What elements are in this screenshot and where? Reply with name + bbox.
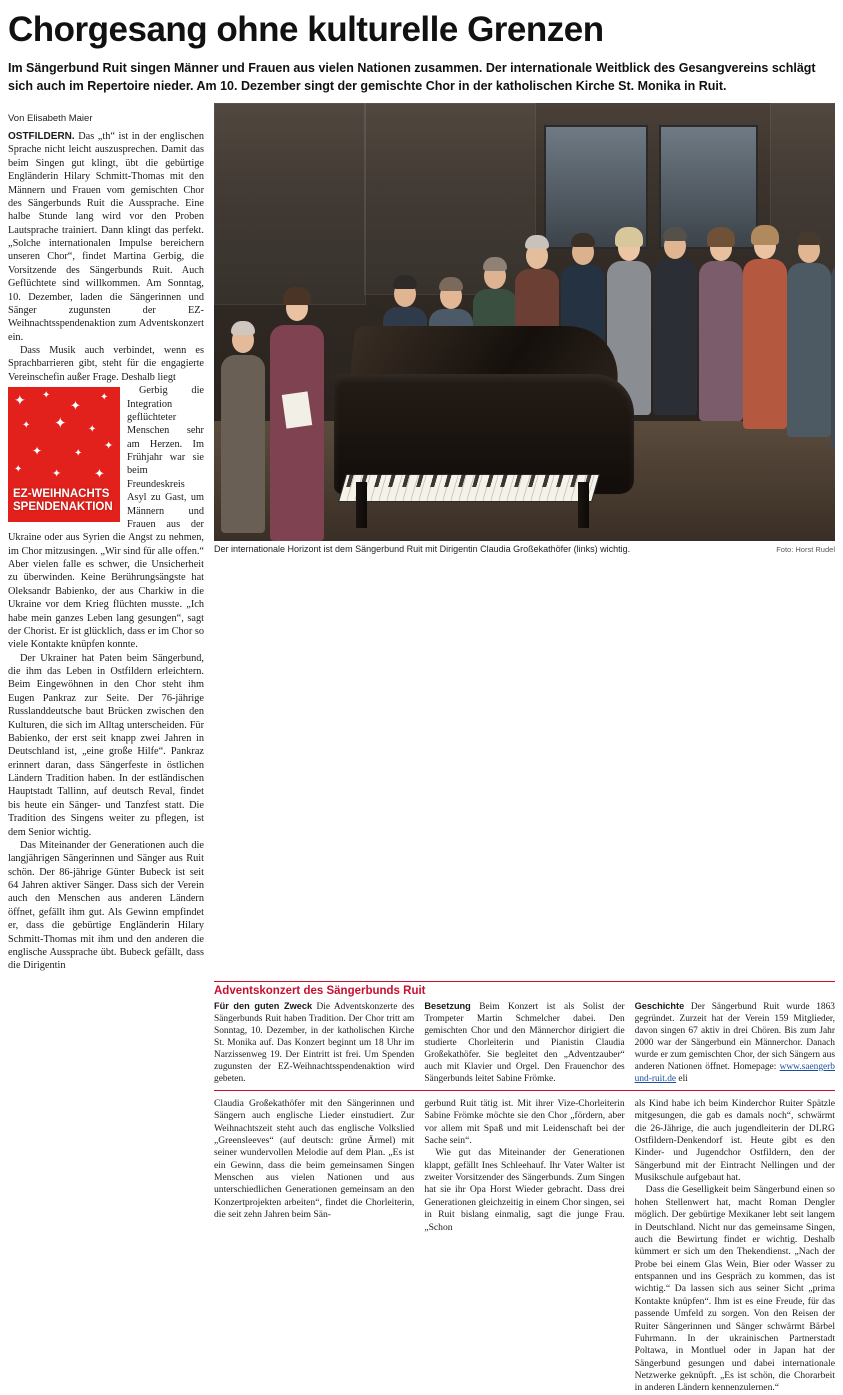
choir-member [786, 237, 832, 437]
person-body [653, 259, 697, 415]
infobox-lead: Geschichte [634, 1000, 685, 1011]
article-photo-block [214, 103, 835, 554]
column-one-continued [8, 981, 204, 1395]
person-hair [571, 233, 595, 247]
paragraph: Dass Musik auch verbindet, wenn es Sprachbarrieren gibt, steht für die engagierte Vereinschefin außer Frage. Deshalb liegt [8, 345, 204, 383]
bottom-column [214, 1098, 414, 1395]
person-hair [797, 231, 821, 245]
newspaper-page [0, 10, 843, 1394]
column-one [8, 103, 204, 973]
article-subhead: Im Sängerbund Ruit singen Männer und Frauen aus vielen Nationen zusammen. Der internationale Weitblick des Gesangvereins schlägt sich auch im Repertoire nieder. Am 10. Dezember singt der gemischte Chor in der katholischen Kirche St. Monika in Ruit. [8, 60, 816, 93]
article-content [8, 103, 835, 1395]
lower-block [8, 981, 835, 1395]
ad-line-2: SPENDENAKTION [13, 501, 113, 514]
paragraph: Wie gut das Miteinander der Generationen klappt, gefällt Ines Schleehauf. Ihr Vater Walter ist zweiter Vorsitzender des Sängerbunds. Zum Singen hat sie ihr Opa Horst Wieder gebracht. Dass drei Generationen gleichzeitig in einem Chor singen, sei in Ruit bislang einmalig, sagt die junge Frau. „Schon [424, 1147, 625, 1233]
paragraph: Claudia Großekathöfer mit den Sängerinnen und Sängern auch englische Lieder einstudiert. Zur Weihnachtszeit steht auch das englische Volkslied „Greensleeves“ (auf deutsch: grüne Ärmel) mit seiner wundervollen Melodie auf dem Plan. „Es ist ein Gewinn, dass die beim gemeinsamen Singen Menschen aus vielen Nationen und aus unterschiedlichen Generationen gemeinsam an den Konzertprojekten arbeiten“, findet die Chorleiterin, die seit zehn Jahren beim Sän- [214, 1097, 415, 1221]
star-icon: ✦ [52, 468, 62, 481]
person-hair [231, 321, 255, 335]
infobox-column [424, 1001, 624, 1085]
person-hair [751, 225, 779, 245]
paragraph: Dass die Geselligkeit beim Sängerbund einen so hohen Stellenwert hat, macht Roman Dengler möglich. Der gebürtige Mexikaner lebt seit langem in Deutschland. Nicht nur das gemeinsame Singen, auch die Bewirtung findet er wichtig. Deshalb kümmert er sich um den Thekendienst. „Nach der Probe bei einem Glas Wein, Bier oder Wasser zu entspannen und ins Gespräch zu kommen, das ist wichtig.“ Da lassen sich aus seiner Sicht „prima Kontakte knüpfen“. Ihm ist es eine Freude, für das passende Umfeld zu sorgen. Von den Reisen der Ruiter Sängerinnen und Sänger schwärmt Bärbel Fuhrmann. In der ukrainischen Partnerstadt Poltawa, in Montluel oder in Japan hat der Sängerbund gesungen und dabei internationale Netzwerke geknüpft. „Es ist schön, die Chorarbeit in anderen Ländern kennenzulernen.“ [634, 1184, 835, 1394]
ez-spendenaktion-ad[interactable] [8, 387, 120, 522]
photo-caption: Der internationale Horizont ist dem Sängerbund Ruit mit Dirigentin Claudia Großekathöfer (links) wichtig. [214, 544, 631, 554]
infobox-text: Beim Konzert ist als Solist der Trompeter Martin Schmelcher dabei. Den gemischten Chor und den Männerchor dirigiert die studierte Chorleiterin und Pianistin Claudia Großekathöfer. Sie begleitet den „Adventzauber“ auch mit Klavier und Orgel. Den Frauenchor des Sängerbunds leitet Sabine Frömke. [424, 1001, 625, 1084]
bottom-column [424, 1098, 624, 1395]
person-hair [483, 257, 507, 271]
star-icon: ✦ [32, 444, 43, 459]
star-icon: ✦ [74, 448, 83, 460]
infobox-column [635, 1001, 835, 1085]
person-body [743, 259, 787, 429]
photo-caption-row [214, 544, 835, 554]
star-icon: ✦ [88, 424, 97, 436]
infobox-text: Die Adventskonzerte des Sängerbunds Ruit haben Tradition. Der Chor tritt am Sonntag, 10. Dezember, in der katholischen Kirche St. Monika auf. Das Konzert beginnt um 18 Uhr im Narzissenweg 19. Der Eintritt ist frei. Um Spenden zugunsten der EZ-Weihnachtsspendenaktion wird gebeten. [214, 1001, 415, 1084]
paragraph [8, 130, 204, 344]
choir-member [652, 233, 698, 415]
star-icon: ✦ [54, 416, 67, 433]
choir-member [698, 235, 744, 421]
choir-photo [214, 103, 835, 541]
person-hair [393, 275, 417, 289]
choir-member [742, 233, 788, 429]
bottom-column [635, 1098, 835, 1395]
paragraph: Das Miteinander der Generationen auch die langjährigen Sängerinnen und Sänger aus Ruit schön. Der 86-jährige Günter Bubeck ist seit 64 Jahren aktiver Sänger. Dass sich der Verein auch den Menschen aus anderen Ländern öffnet, gefällt ihm gut. Als Gewinn empfindet er, dass die gebürtige Engländerin Hilary Schmitt-Thomas mit ihm und den anderen die englische Aussprache übt. Bubeck gefällt, dass die Dirigentin [8, 839, 204, 972]
infobox-suffix: eli [676, 1073, 688, 1084]
piano-black-keys [342, 474, 594, 487]
page-title: Chorgesang ohne kulturelle Grenzen [8, 10, 604, 49]
bottom-columns [214, 1098, 835, 1395]
piano-body [334, 374, 634, 494]
star-icon: ✦ [104, 440, 114, 453]
infobox-lead: Besetzung [424, 1000, 471, 1011]
paragraph: gerbund Ruit tätig ist. Mit ihrer Vize-Chorleiterin Sabine Frömke möchte sie den Chor „fördern, aber vor allem mit Spaß und mit Leidenschaft bei der Sache sein“. [424, 1097, 625, 1146]
person-hair [439, 277, 463, 291]
choir-member [220, 283, 266, 533]
photo-credit: Foto: Horst Rudel [776, 545, 835, 554]
infobox-title: Adventskonzert des Sängerbunds Ruit [214, 984, 426, 997]
paragraph: als Kind habe ich beim Kinderchor Ruiter Spätzle mitgesungen, die gab es damals noch“, schwärmt die 26-Jährige, die auch jugendleiterin der DLRG Ostfildern-Denkendorf ist. Heute gibt es den Kinder- und Jugendchor Ostfildern, den der Sängerbund mit der Eintracht Nellingen und der Musikschule aufgebaut hat. [634, 1097, 835, 1184]
person-hair [525, 235, 549, 249]
infobox-lead: Für den guten Zweck [214, 1000, 313, 1011]
choir-member-conductor [268, 273, 326, 541]
grand-piano [334, 316, 634, 531]
paragraph: Der Ukrainer hat Paten beim Sängerbund, die ihm das Leben in Ostfildern erleichtern. Beim Eingewöhnen in den Chor steht ihm Eugen Pankraz zur Seite. Der 76-jährige Russlanddeutsche baut Brücken zwischen den Kulturen, die sich im Alltag unterscheiden. Für Babienko, der erst seit knapp zwei Jahren in Deutschland ist, „eine große Hilfe“. Pankraz erinnert daran, dass Sängerfeste in östlichen Ländern Tradition haben. In der estländischen Hauptstadt Tallinn, auf deutsch Reval, findet bis heute ein Sänger- und Tanzfest statt. Die Tradition des Singens weiter zu pflegen, ist dem Senior wichtig. [8, 652, 204, 838]
infobox-and-columns [214, 981, 835, 1395]
infobox-column [214, 1001, 414, 1085]
person-hair [707, 227, 735, 247]
paragraph: Gerbig die Integration geflüchteter Menschen sehr am Herzen. Im Frühjahr war sie beim Freundeskreis Asyl zu Gast, um Männern und Frauen aus der Ukraine oder aus Syrien die Angst zu nehmen, im Chor mitzusingen. „Wir sind für alle offen.“ Aber vielen falle es schwer, die Unsicherheit zu überwinden. Keine Berührungsängste hat Oleksandr Babienko, der aus Charkiw in die Ukraine vor dem Krieg flüchten musste. „Ich habe mein ganzes Leben lang gesungen“, sagt der Chorist. Er ist glücklich, dass er im Chor so viele Kontakte knüpfen konnte. [8, 385, 204, 651]
star-icon: ✦ [70, 398, 81, 414]
piano-leg [356, 482, 367, 528]
person-hair [663, 227, 687, 241]
dateline: OSTFILDERN. [8, 131, 75, 142]
ad-text [13, 488, 115, 514]
star-icon: ✦ [22, 420, 31, 432]
infobox [214, 981, 835, 1091]
ad-line-1: EZ-WEIHNACHTS [13, 488, 110, 501]
star-icon: ✦ [100, 392, 109, 404]
person-hair [615, 227, 643, 247]
star-icon: ✦ [14, 394, 26, 410]
star-icon: ✦ [42, 390, 51, 402]
person-hair [283, 287, 311, 305]
star-icon: ✦ [14, 464, 23, 476]
byline: Von Elisabeth Maier [8, 113, 93, 124]
score-sheet [282, 391, 312, 428]
person-body [699, 261, 743, 421]
person-body [787, 263, 831, 437]
person-body [831, 263, 835, 449]
choir-member [830, 237, 835, 449]
infobox-columns [214, 1001, 835, 1085]
homepage-link[interactable]: www.saengerbund-ruit.de [634, 1061, 835, 1084]
top-block [8, 103, 835, 973]
star-icon: ✦ [94, 466, 105, 482]
person-body [270, 325, 324, 541]
person-body [221, 355, 265, 533]
paragraph-text: Das „th“ ist in der englischen Sprache nicht leicht auszusprechen. Damit das beim Singen gut klingt, übt die gebürtige Engländerin Hilary Schmitt-Thomas mit den Männern und Frauen vom gemischten Chor des Sängerbunds Ruit die Aussprache. Eine halbe Stunde lang wird vor den Proben Lautsprache trainiert. Dann klingt das perfekt. „Solche internationalen Impulse bereichern unseren Chor“, findet Martina Gerbig, die Vorsitzende des Sängerbunds Ruit. Auch Geflüchtete sind willkommen. Am Sonntag, 10. Dezember, laden die Sängerinnen und Sänger zugunsten der EZ-Weihnachtsspendenaktion zum Adventskonzert ein. [8, 131, 204, 343]
piano-leg [578, 482, 589, 528]
infobox-text: Der Sängerbund Ruit wurde 1863 gegründet. Zurzeit hat der Verein 159 Mitglieder, davon singen 67 aktiv in drei Chören. Bis zum Jahr 2000 war der Sängerbund ein Männerchor. Danach wurde er zum gemischten Chor, der sich Sängern aus anderen Nationen öffnet. Homepage: [634, 1001, 835, 1072]
